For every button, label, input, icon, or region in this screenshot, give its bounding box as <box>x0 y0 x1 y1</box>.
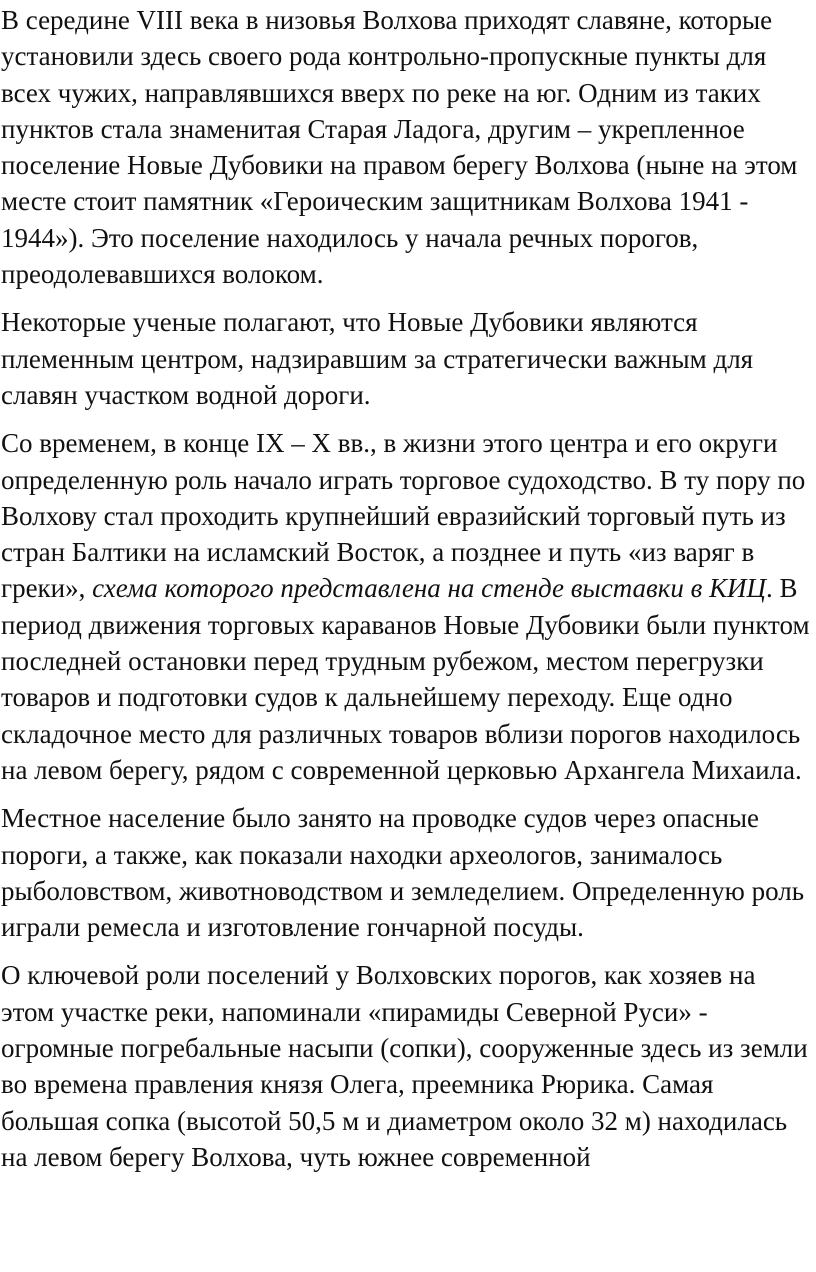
paragraph-text: О ключевой роли поселений у Волховских порогов, как хозяев на этом участке реки, напоминали «пирамиды Северной Руси» - огромные погребальные насыпи (сопки), сооруженные здесь из земли во времена правления князя Олега, преемника Рюрика. Самая большая сопка (высотой 50,5 м и диаметром около 32 м) находилась на левом берегу Волхова, чуть южнее современной <box>1 960 808 1172</box>
paragraph-slavs-arrival <box>1 2 810 292</box>
italic-stand-reference: схема которого представлена на стенде выставки в КИЦ <box>92 573 767 604</box>
paragraph-local-population <box>1 800 810 945</box>
paragraph-text-start: Со временем, в конце IX – X вв., в жизни этого центра и его округи определенную роль начало играть торговое судоходство. В ту пору по Волхову стал проходить крупнейший евразийский торговый путь из стран Балтики на исламский Восток, а позднее и путь «из варяг в греки», <box>1 428 806 604</box>
paragraph-text-end: . В период движения торговых караванов Новые Дубовики были пунктом последней остановки перед трудным рубежом, местом перегрузки товаров и подготовки судов к дальнейшему переходу. Еще одно складочное место для различных товаров вблизи порогов находилось на левом берегу, рядом с современной церковью Архангела Михаила. <box>1 573 810 785</box>
paragraph-text: Некоторые ученые полагают, что Новые Дубовики являются племенным центром, надзиравшим за стратегически важным для славян участком водной дороги. <box>1 307 754 410</box>
paragraph-tribal-center <box>1 304 810 413</box>
paragraph-text: В середине VIII века в низовья Волхова приходят славяне, которые установили здесь своего рода контрольно-пропускные пункты для всех чужих, направлявшихся вверх по реке на юг. Одним из таких пунктов стала знаменитая Старая Ладога, другим – укрепленное поселение Новые Дубовики на правом берегу Волхова (ныне на этом месте стоит памятник «Героическим защитникам Волхова 1941 - 1944»). Это поселение находилось у начала речных порогов, преодолевавшихся волоком. <box>1 5 798 290</box>
paragraph-text: Местное население было занято на проводке судов через опасные пороги, а также, как показали находки археологов, занималось рыболовством, животноводством и земледелием. Определенную роль играли ремесла и изготовление гончарной посуды. <box>1 803 805 943</box>
paragraph-burial-mounds <box>1 957 810 1175</box>
document-page <box>0 2 816 1272</box>
paragraph-trade-route <box>1 425 810 788</box>
